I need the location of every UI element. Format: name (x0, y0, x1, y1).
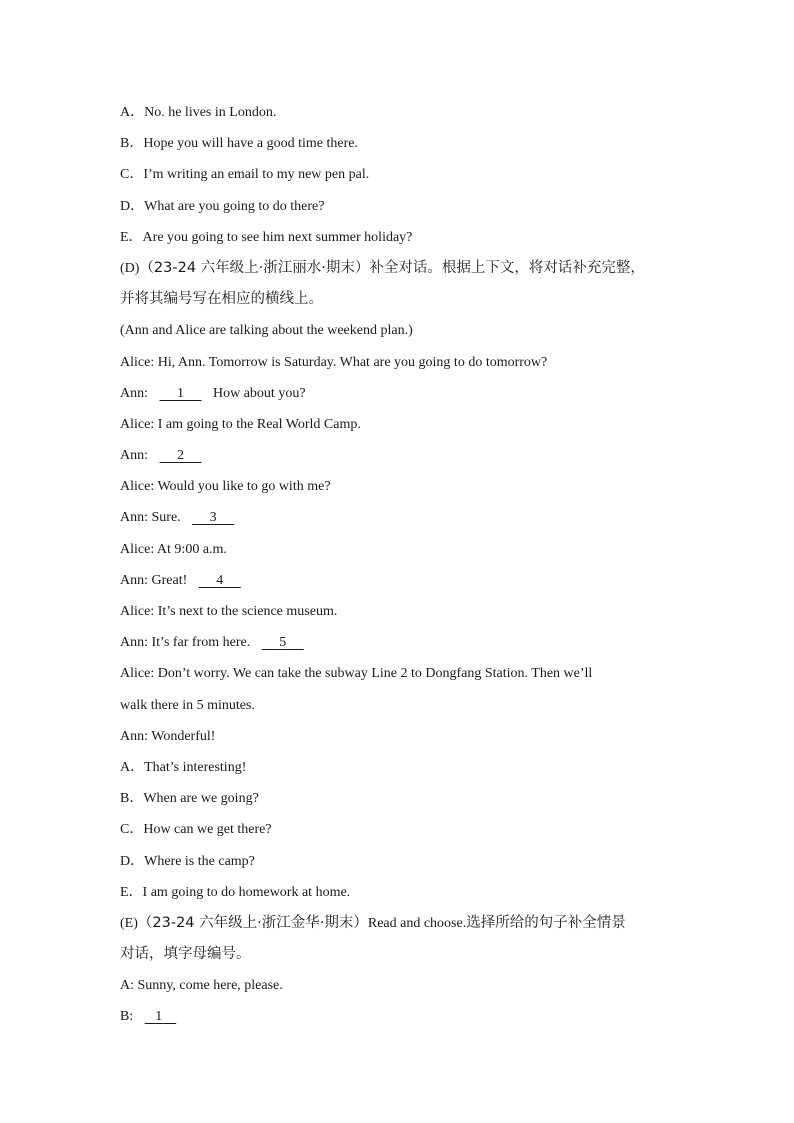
dialogue-text: How about you? (213, 385, 306, 401)
blank-number: 4 (216, 572, 224, 588)
blank-number: 1 (177, 385, 184, 401)
section-d-heading (120, 253, 680, 284)
section-e-instruction-en: Read and choose. (367, 915, 467, 931)
dialogue-line-4 (120, 440, 680, 471)
dialogue-line-8 (120, 565, 680, 596)
option-c-d: D．What are you going to do there? (120, 198, 325, 214)
option-d-a: A．That’s interesting! (120, 759, 247, 775)
document-page (120, 97, 680, 1033)
section-d-label: (D) (120, 260, 140, 276)
section-e-heading (120, 908, 680, 939)
speaker-ann: Ann: (120, 385, 148, 401)
section-e-instruction-cn: 选择所给的句子补全情景 (466, 914, 626, 931)
answer-blank-3[interactable] (190, 502, 236, 533)
speaker-ann: Ann: It’s far from here. (120, 635, 251, 651)
option-d-e: E．I am going to do homework at home. (120, 884, 351, 900)
option-d-d: D．Where is the camp? (120, 853, 255, 869)
dialogue-line-9: Alice: It’s next to the science museum. (120, 604, 338, 619)
blank-number: 3 (209, 510, 217, 526)
blank-number: 5 (279, 635, 287, 651)
section-d-instruction: 补全对话。根据上下文，将对话补充完整， (369, 259, 645, 276)
speaker-ann: Ann: (120, 448, 148, 464)
dialogue-line-1: Alice: Hi, Ann. Tomorrow is Saturday. What are you going to do tomorrow? (120, 354, 548, 370)
option-c-e: E．Are you going to see him next summer holiday? (120, 229, 413, 245)
speaker-ann: Ann: Great! (120, 572, 188, 588)
option-c-c: C．I’m writing an email to my new pen pal. (120, 167, 370, 183)
section-e-line-2 (120, 1001, 680, 1032)
dialogue-line-7: Alice: At 9:00 a.m. (120, 541, 227, 557)
dialogue-line-3: Alice: I am going to the Real World Camp. (120, 416, 361, 432)
answer-blank-5[interactable] (260, 627, 306, 658)
answer-blank-e1[interactable] (143, 1001, 179, 1032)
speaker-ann: Ann: Sure. (120, 510, 181, 526)
answer-blank-4[interactable] (197, 565, 243, 596)
section-d-context: (Ann and Alice are talking about the weekend plan.) (120, 323, 413, 339)
answer-blank-2[interactable] (158, 440, 204, 471)
dialogue-line-6 (120, 502, 680, 533)
blank-number: 2 (177, 448, 184, 464)
dialogue-line-13: Ann: Wonderful! (120, 728, 216, 744)
section-e-instruction-2: 对话，填字母编号。 (120, 946, 251, 963)
section-d-source: （23-24 六年级上·浙江丽水·期末） (139, 259, 370, 276)
dialogue-line-5: Alice: Would you like to go with me? (120, 479, 331, 495)
option-c-b: B．Hope you will have a good time there. (120, 136, 358, 152)
answer-blank-1[interactable] (158, 378, 204, 409)
dialogue-line-10 (120, 627, 680, 658)
dialogue-line-12: walk there in 5 minutes. (120, 697, 255, 713)
section-e-line-1: A: Sunny, come here, please. (120, 978, 283, 994)
section-e-label: (E) (120, 915, 138, 931)
blank-number: 1 (155, 1009, 163, 1025)
dialogue-line-11: Alice: Don’t worry. We can take the subway Line 2 to Dongfang Station. Then we’ll (120, 666, 593, 682)
dialogue-line-2 (120, 378, 680, 409)
option-d-c: C．How can we get there? (120, 822, 272, 838)
section-d-instruction-2: 并将其编号写在相应的横线上。 (120, 291, 323, 308)
speaker-b: B: (120, 1009, 134, 1025)
option-d-b: B．When are we going? (120, 791, 259, 807)
section-e-source: （23-24 六年级上·浙江金华·期末） (137, 914, 368, 931)
option-c-a: A．No. he lives in London. (120, 105, 277, 120)
